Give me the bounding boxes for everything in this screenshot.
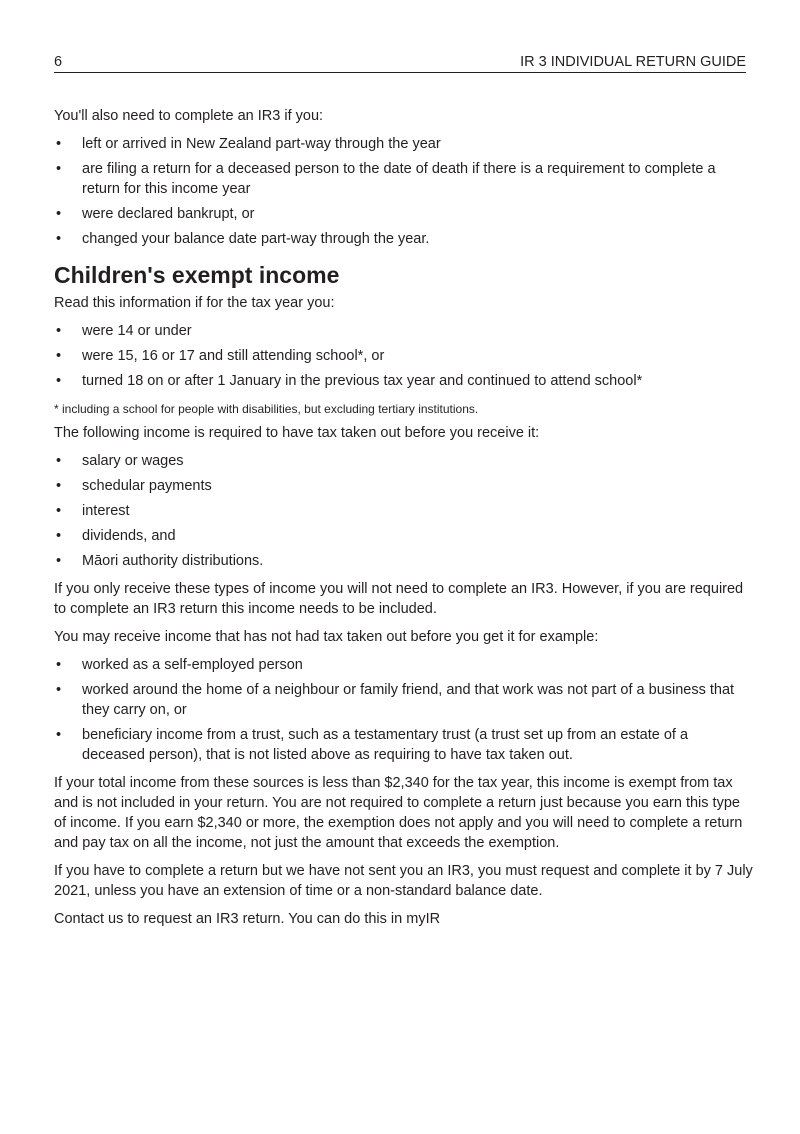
paragraph: Contact us to request an IR3 return. You can do this in myIR [54,911,441,927]
list-item: • worked around the home of a neighbour or family friend, and that work was not part of a business that they carry on, or [54,680,754,720]
list-item: • schedular payments [54,476,754,496]
list-item: • dividends, and [54,526,754,546]
list-item: • left or arrived in New Zealand part-way through the year [54,134,754,154]
intro-list [54,134,754,249]
paragraph: If you only receive these types of income you will not need to complete an IR3. However, if you are required to complete an IR3 return this income needs to be included. [54,581,744,617]
paragraph: If you have to complete a return but we have not sent you an IR3, you must request and complete it by 7 July 2021, unless you have an extension of time or a non-standard balance date. [54,863,753,899]
age-list [54,321,754,391]
taxed-income-list [54,451,754,571]
paragraph: Read this information if for the tax year you: [54,295,335,311]
list-item: • Māori authority distributions. [54,551,754,571]
intro: You'll also need to complete an IR3 if you: [54,108,324,124]
list-item: • beneficiary income from a trust, such as a testamentary trust (a trust set up from an estate of a deceased person), that is not listed above as requiring to have tax taken out. [54,725,754,765]
list-item: • interest [54,501,754,521]
paragraph: The following income is required to have tax taken out before you receive it: [54,425,540,441]
list-item: • were declared bankrupt, or [54,204,754,224]
section-heading: Children's exempt income [54,262,340,288]
paragraph: If your total income from these sources is less than $2,340 for the tax year, this income is exempt from tax and is not included in your return. You are not required to complete a return just because you earn this type of income. If you earn $2,340 or more, the exemption does not apply and you will need to complete a return and pay tax on all the income, not just the amount that exceeds the exemption. [54,775,743,851]
page-number: 6 [54,54,63,70]
list-item: • are filing a return for a deceased person to the date of death if there is a requirement to complete a return for this income year [54,159,754,199]
list-item: • worked as a self-employed person [54,655,754,675]
footnote: * including a school for people with disabilities, but excluding tertiary institutions. [54,402,479,416]
paragraph: You may receive income that has not had tax taken out before you get it for example: [54,629,599,645]
list-item: • were 15, 16 or 17 and still attending school*, or [54,346,754,366]
list-item: • turned 18 on or after 1 January in the previous tax year and continued to attend school* [54,371,754,391]
list-item: • changed your balance date part-way through the year. [54,229,754,249]
list-item: • salary or wages [54,451,754,471]
page-header [54,54,746,73]
guide-title: IR 3 INDIVIDUAL RETURN GUIDE [520,54,746,70]
content [54,106,754,937]
list-item: • were 14 or under [54,321,754,341]
untaxed-income-list [54,655,754,765]
